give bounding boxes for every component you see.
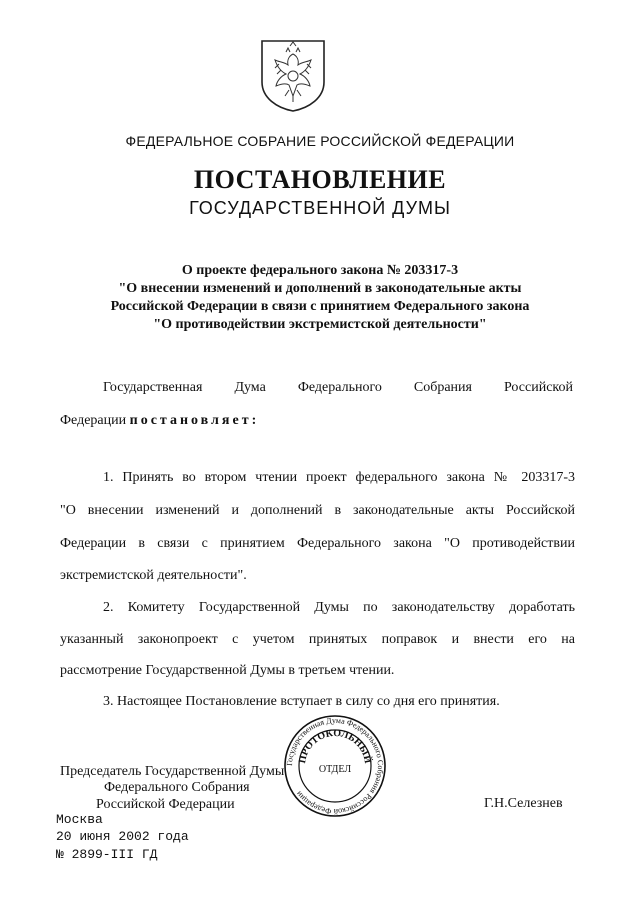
item-3-line: 3. Настоящее Постановление вступает в силу со дня его принятия.	[103, 694, 500, 709]
subject-line: Российской Федерации в связи с принятием Федерального закона	[110, 299, 530, 314]
item-1-line: Федерации в связи с принятием Федерального закона "О противодействии	[60, 536, 575, 551]
issue-date: 20 июня 2002 года	[56, 829, 189, 844]
item-2-line: 2. Комитету Государственной Думы по законодательству доработать	[103, 600, 575, 615]
resolves-word: постановляет:	[129, 413, 260, 428]
signatory-name: Г.Н.Селезнев	[484, 796, 563, 811]
item-1-line: "О внесении изменений и дополнений в законодательные акты Российской	[60, 503, 575, 518]
issue-city: Москва	[56, 812, 103, 827]
document-number: № 2899-III ГД	[56, 847, 158, 862]
signatory-title-line: Российской Федерации	[96, 797, 235, 812]
item-2-line: указанный законопроект с учетом принятых поправок и внести его на	[60, 632, 575, 647]
subject-line: О проекте федерального закона № 203317-3	[181, 263, 459, 278]
stamp-center-text: ОТДЕЛ	[318, 764, 352, 775]
document-type-title: ПОСТАНОВЛЕНИЕ	[193, 165, 447, 194]
document-subject	[60, 262, 580, 334]
document-type-subtitle: ГОСУДАРСТВЕННОЙ ДУМЫ	[189, 198, 451, 218]
preamble-start: Федерации	[60, 413, 127, 428]
stamp-outer-text: Государственная Дума Федерального Собрания Российской Федерации	[284, 715, 386, 817]
coat-of-arms-emblem	[259, 38, 327, 114]
item-1-line: 1. Принять во втором чтении проект федерального закона № 203317-3	[103, 470, 575, 485]
subject-line: "О внесении изменений и дополнений в законодательные акты	[118, 281, 522, 296]
item-1-line: экстремистской деятельности".	[60, 568, 247, 583]
official-stamp	[283, 714, 387, 818]
item-2-line: рассмотрение Государственной Думы в третьем чтении.	[60, 663, 395, 678]
signatory-title-line: Председатель Государственной Думы	[60, 764, 285, 779]
preamble-line: Государственная Дума Федерального Собрания Российской	[103, 380, 573, 395]
signatory-title-line: Федерального Собрания	[104, 780, 250, 795]
organization-name: ФЕДЕРАЛЬНОЕ СОБРАНИЕ РОССИЙСКОЙ ФЕДЕРАЦИИ	[125, 133, 515, 149]
subject-line: "О противодействии экстремистской деятельности"	[153, 317, 487, 332]
preamble-line-2	[60, 413, 259, 429]
stamp-inner-text: ПРОТОКОЛЬНЫЙ	[296, 727, 374, 765]
